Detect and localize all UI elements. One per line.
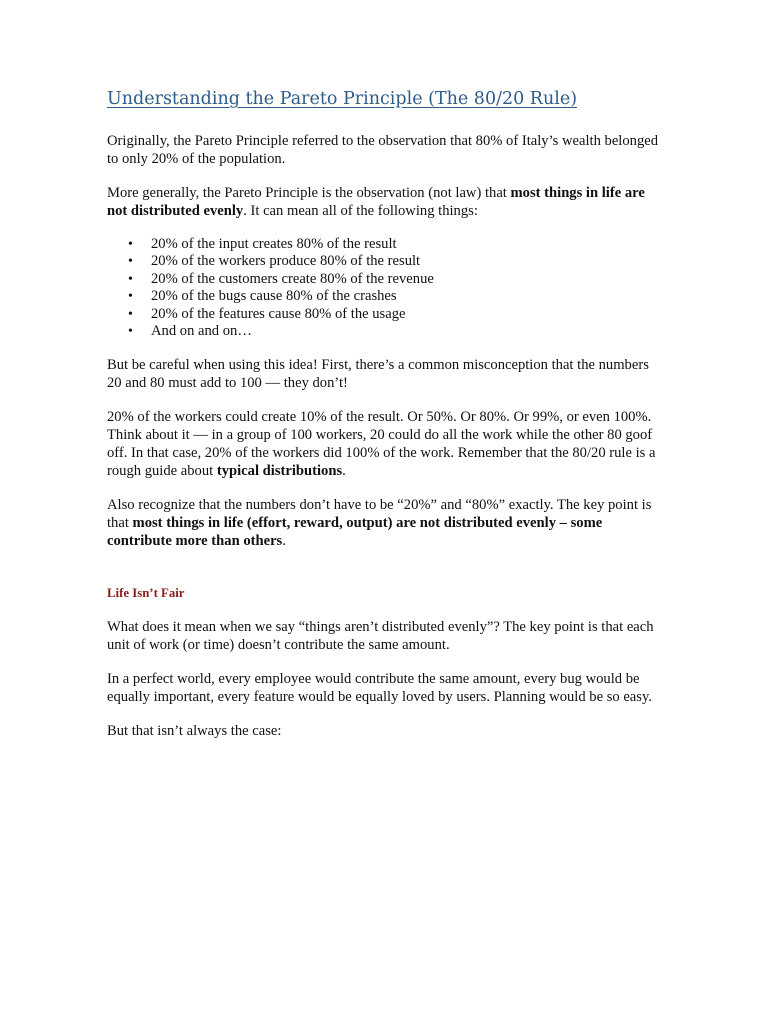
- list-item-text: 20% of the features cause 80% of the usage: [151, 305, 406, 322]
- paragraph-workers: [107, 408, 662, 480]
- bullet-icon: •: [128, 237, 133, 252]
- list-item: [128, 270, 662, 288]
- paragraph-intro: Originally, the Pareto Principle referred to the observation that 80% of Italy’s wealth belonged to only 20% of the population.: [107, 133, 659, 167]
- paragraph-meaning: What does it mean when we say “things aren’t distributed evenly”? The key point is that each unit of work (or time) doesn’t contribute the same amount.: [107, 619, 654, 654]
- list-item: [128, 288, 662, 305]
- paragraph-general-bold: most things in life are not distributed evenly: [107, 185, 645, 219]
- paragraph-recognize-text-c: .: [282, 533, 286, 550]
- bullet-icon: •: [128, 306, 133, 322]
- paragraph-caution: But be careful when using this idea! First, there’s a common misconception that the numbers 20 and 80 must add to 100 — they don’t!: [107, 357, 649, 392]
- list-item-text: 20% of the customers create 80% of the revenue: [151, 270, 434, 287]
- document-page: [107, 86, 662, 756]
- section-heading-life-isnt-fair: Life Isn’t Fair: [107, 586, 185, 601]
- list-item: [128, 323, 662, 340]
- list-item-text: 20% of the workers produce 80% of the result: [151, 253, 421, 270]
- list-item-text: 20% of the bugs cause 80% of the crashes: [151, 288, 397, 305]
- paragraph-perfect-world: In a perfect world, every employee would contribute the same amount, every bug would be equally important, every feature would be equally loved by users. Planning would be so easy.: [107, 671, 652, 706]
- bullet-icon: •: [128, 254, 133, 270]
- paragraph-recognize-text-a: Also recognize that the numbers don’t have to be “20%” and “80%” exactly. The key point is that: [107, 497, 652, 532]
- document-title: Understanding the Pareto Principle (The 80/20 Rule): [107, 89, 578, 109]
- bullet-icon: •: [128, 289, 133, 305]
- examples-list: [107, 236, 662, 340]
- paragraph-not-always: But that isn’t always the case:: [107, 723, 282, 740]
- paragraph-workers-text-c: .: [342, 463, 346, 480]
- paragraph-general-text-a: More generally, the Pareto Principle is the observation (not law) that: [107, 185, 511, 201]
- paragraph-recognize: [107, 496, 662, 550]
- list-item: [128, 236, 662, 253]
- list-item: [128, 253, 662, 270]
- paragraph-workers-bold: typical distributions: [216, 463, 343, 480]
- list-item-text: 20% of the input creates 80% of the result: [151, 236, 397, 252]
- bullet-icon: •: [128, 271, 133, 287]
- paragraph-general-text-c: . It can mean all of the following things:: [243, 203, 478, 219]
- list-item: [128, 305, 662, 323]
- paragraph-general: [107, 184, 662, 220]
- bullet-icon: •: [128, 324, 133, 340]
- paragraph-recognize-bold: most things in life (effort, reward, output) are not distributed evenly – some contribute more than others: [107, 515, 603, 550]
- paragraph-workers-text-a: 20% of the workers could create 10% of the result. Or 50%. Or 80%. Or 99%, or even 100%. Think about it — in a group of 100 workers, 20 could do all the work while the other 80 goof off. In that case, 20% of the workers did 100% of the work. Remember that the 80/20 rule is a rough guide about: [107, 409, 656, 480]
- list-item-text: And on and on…: [151, 323, 252, 340]
